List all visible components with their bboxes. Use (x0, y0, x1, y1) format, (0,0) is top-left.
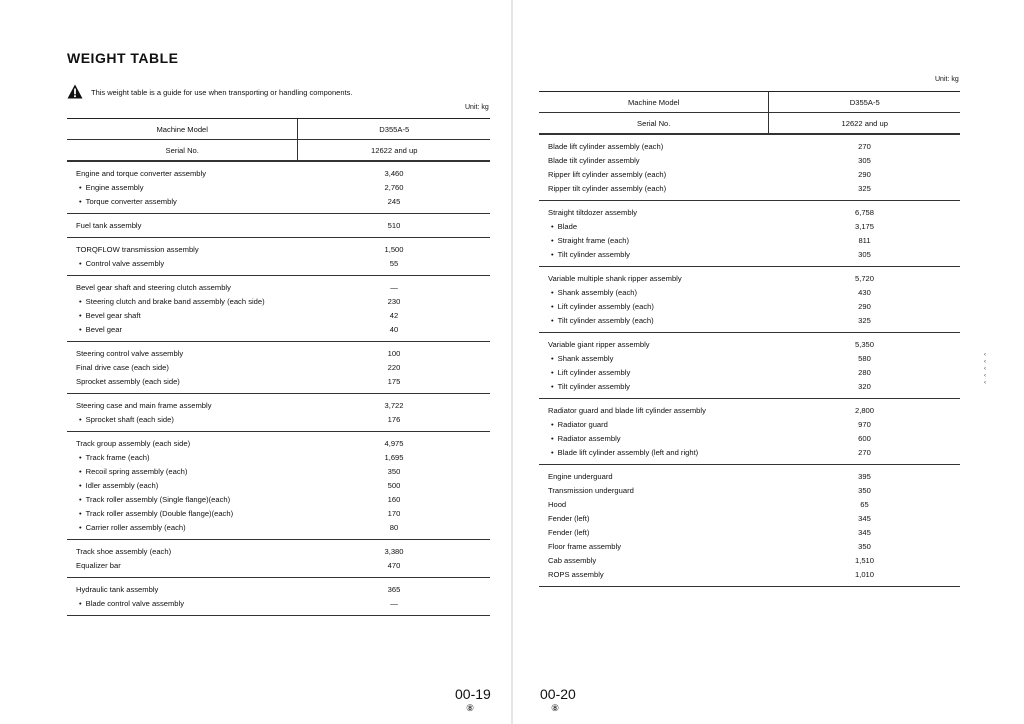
weight-value: 245 (387, 196, 401, 206)
table-row (539, 379, 960, 393)
weight-value: 3,380 (384, 546, 404, 556)
weight-value: 65 (860, 499, 869, 509)
table-row (67, 544, 490, 558)
table-row (539, 417, 960, 431)
table-row (67, 398, 490, 412)
weight-value: 6,758 (854, 207, 874, 217)
row-group (539, 201, 960, 267)
weight-value: — (390, 282, 398, 292)
weight-value: 42 (389, 310, 399, 320)
component-name: Final drive case (each side) (76, 362, 169, 372)
component-name: Steering control valve assembly (76, 348, 184, 358)
table-row (67, 218, 490, 232)
component-name: • Recoil spring assembly (each) (67, 467, 298, 476)
table-row (67, 294, 490, 308)
table-row (67, 346, 490, 360)
table-row (539, 445, 960, 459)
table-row (67, 520, 490, 534)
weight-value: 160 (387, 494, 401, 504)
table-row (539, 553, 960, 567)
component-name: • Blade control valve assembly (67, 599, 298, 608)
warning-text: This weight table is a guide for use when transporting or handling components. (91, 88, 353, 97)
component-name: • Blade (539, 222, 769, 231)
weight-value: 230 (387, 296, 401, 306)
component-name: Bevel gear shaft and steering clutch assembly (76, 282, 231, 292)
table-row (67, 374, 490, 388)
component-name: Fuel tank assembly (76, 220, 142, 230)
table-row (539, 497, 960, 511)
weight-value: 280 (858, 367, 871, 377)
row-group (67, 432, 490, 540)
component-name: TORQFLOW transmission assembly (76, 244, 199, 254)
table-row (67, 464, 490, 478)
weight-value: 510 (387, 220, 401, 230)
row-group (539, 465, 960, 587)
table-row (67, 582, 490, 596)
weight-value: 2,760 (384, 182, 404, 192)
component-name: Straight tiltdozer assembly (548, 207, 638, 217)
component-name: Engine and torque converter assembly (76, 168, 207, 178)
weight-value: 320 (858, 381, 871, 391)
weight-value: 290 (858, 301, 871, 311)
table-row (539, 153, 960, 167)
weight-table-left (67, 118, 490, 616)
component-name: Variable multiple shank ripper assembly (548, 273, 682, 283)
table-header (67, 118, 490, 161)
row-group (67, 238, 490, 276)
weight-value: 80 (389, 522, 399, 532)
row-group (67, 540, 490, 578)
table-row (67, 308, 490, 322)
weight-value: 580 (858, 353, 871, 363)
component-name: Variable giant ripper assembly (548, 339, 650, 349)
table-row (67, 166, 490, 180)
component-name: • Lift cylinder assembly (539, 368, 769, 377)
weight-value: 395 (858, 471, 871, 481)
component-name: Equalizer bar (76, 560, 121, 570)
component-name: Fender (left) (548, 527, 590, 537)
table-row (539, 299, 960, 313)
table-row (539, 205, 960, 219)
component-name: Blade tilt cylinder assembly (548, 155, 640, 165)
unit-label: Unit: kg (935, 76, 959, 83)
component-name: • Shank assembly (539, 354, 769, 363)
table-row (67, 322, 490, 336)
weight-value: 350 (858, 485, 871, 495)
weight-value: 100 (387, 348, 401, 358)
weight-value: 170 (387, 508, 401, 518)
weight-value: 1,510 (854, 555, 874, 565)
weight-value: 345 (858, 527, 871, 537)
table-header (539, 91, 960, 134)
component-name: • Radiator assembly (539, 434, 769, 443)
table-row (539, 483, 960, 497)
weight-value: 350 (858, 541, 871, 551)
weight-value: 470 (387, 560, 401, 570)
component-name: • Radiator guard (539, 420, 769, 429)
weight-value: 365 (387, 584, 401, 594)
component-name: Ripper tilt cylinder assembly (each) (548, 183, 667, 193)
component-name: Ripper lift cylinder assembly (each) (548, 169, 667, 179)
component-name: • Engine assembly (67, 183, 298, 192)
weight-value: 1,500 (384, 244, 404, 254)
component-name: • Shank assembly (each) (539, 288, 769, 297)
table-row (67, 412, 490, 426)
row-group (67, 214, 490, 238)
row-group (67, 276, 490, 342)
weight-value: — (390, 598, 398, 608)
left-page (0, 0, 511, 724)
component-name: Floor frame assembly (548, 541, 622, 551)
component-name: • Idler assembly (each) (67, 481, 298, 490)
component-name: • Lift cylinder assembly (each) (539, 302, 769, 311)
warning-icon (67, 84, 83, 101)
table-row (67, 256, 490, 270)
weight-value: 350 (387, 466, 401, 476)
table-row (539, 539, 960, 553)
component-name: • Tilt cylinder assembly (each) (539, 316, 769, 325)
component-name: Track group assembly (each side) (76, 438, 191, 448)
table-row (539, 285, 960, 299)
component-name: • Control valve assembly (67, 259, 298, 268)
component-name: • Track frame (each) (67, 453, 298, 462)
weight-value: 270 (858, 447, 871, 457)
weight-value: 220 (387, 362, 401, 372)
weight-table-right (539, 91, 960, 587)
component-name: • Straight frame (each) (539, 236, 769, 245)
weight-value: 270 (858, 141, 871, 151)
row-group (539, 134, 960, 201)
weight-value: 5,720 (854, 273, 874, 283)
component-name: Cab assembly (548, 555, 597, 565)
table-row (539, 271, 960, 285)
table-row (539, 139, 960, 153)
row-group (67, 578, 490, 616)
machine-model-value: D355A-5 (379, 124, 410, 134)
table-row (67, 180, 490, 194)
revision-mark: ⑧ (551, 703, 560, 713)
serial-value: 12622 and up (841, 118, 888, 128)
page-number: 00-20 (540, 686, 576, 702)
weight-value: 811 (858, 235, 871, 245)
table-row (539, 247, 960, 261)
table-row (539, 351, 960, 365)
table-row (67, 280, 490, 294)
table-row (67, 596, 490, 610)
table-row (539, 233, 960, 247)
weight-value: 970 (858, 419, 871, 429)
component-name: Sprocket assembly (each side) (76, 376, 180, 386)
table-row (539, 337, 960, 351)
serial-label: Serial No. (539, 113, 769, 133)
weight-value: 55 (389, 258, 399, 268)
weight-value: 305 (858, 249, 871, 259)
weight-value: 430 (858, 287, 871, 297)
weight-value: 500 (387, 480, 401, 490)
row-group (539, 333, 960, 399)
table-row (67, 558, 490, 572)
component-name: Fender (left) (548, 513, 590, 523)
weight-value: 325 (858, 183, 871, 193)
table-row (67, 506, 490, 520)
serial-value: 12622 and up (371, 145, 418, 155)
machine-model-label: Machine Model (539, 92, 769, 112)
table-row (539, 167, 960, 181)
weight-value: 2,800 (854, 405, 874, 415)
component-name: Hydraulic tank assembly (76, 584, 159, 594)
component-name: Radiator guard and blade lift cylinder assembly (548, 405, 706, 415)
table-row (539, 431, 960, 445)
weight-value: 3,460 (384, 168, 404, 178)
table-row (539, 469, 960, 483)
weight-value: 5,350 (854, 339, 874, 349)
component-name: • Steering clutch and brake band assembly (each side) (67, 297, 298, 306)
weight-value: 40 (389, 324, 399, 334)
row-group (67, 342, 490, 394)
component-name: • Bevel gear shaft (67, 311, 298, 320)
component-name: • Sprocket shaft (each side) (67, 415, 298, 424)
unit-label: Unit: kg (465, 104, 489, 111)
weight-value: 345 (858, 513, 871, 523)
weight-value: 325 (858, 315, 871, 325)
weight-value: 290 (858, 169, 871, 179)
page-number: 00-19 (455, 686, 491, 702)
row-group (539, 399, 960, 465)
component-name: • Track roller assembly (Single flange)(each) (67, 495, 298, 504)
component-name: • Blade lift cylinder assembly (left and right) (539, 448, 769, 457)
component-name: Transmission underguard (548, 485, 634, 495)
weight-value: 3,175 (854, 221, 874, 231)
component-name: • Tilt cylinder assembly (539, 250, 769, 259)
table-row (67, 194, 490, 208)
table-body (539, 134, 960, 587)
table-row (539, 567, 960, 581)
component-name: • Carrier roller assembly (each) (67, 523, 298, 532)
row-group (539, 267, 960, 333)
table-row (539, 313, 960, 327)
row-group (67, 394, 490, 432)
weight-value: 175 (387, 376, 401, 386)
table-body (67, 161, 490, 616)
table-row (67, 360, 490, 374)
revision-mark: ⑧ (466, 703, 475, 713)
machine-model-value: D355A-5 (849, 97, 880, 107)
table-row (67, 436, 490, 450)
component-name: Blade lift cylinder assembly (each) (548, 141, 664, 151)
weight-value: 305 (858, 155, 871, 165)
serial-label: Serial No. (67, 140, 298, 160)
page-title: WEIGHT TABLE (67, 50, 179, 66)
component-name: • Tilt cylinder assembly (539, 382, 769, 391)
row-group (67, 161, 490, 214)
component-name: Engine underguard (548, 471, 613, 481)
table-row (539, 525, 960, 539)
table-row (67, 450, 490, 464)
right-page (513, 0, 1024, 724)
table-row (539, 365, 960, 379)
weight-value: 600 (858, 433, 871, 443)
weight-value: 4,975 (384, 438, 404, 448)
table-row (539, 403, 960, 417)
table-row (67, 242, 490, 256)
component-name: • Bevel gear (67, 325, 298, 334)
table-row (539, 219, 960, 233)
component-name: • Torque converter assembly (67, 197, 298, 206)
weight-value: 1,010 (854, 569, 874, 579)
table-row (539, 511, 960, 525)
component-name: • Track roller assembly (Double flange)(each) (67, 509, 298, 518)
table-row (67, 492, 490, 506)
component-name: Track shoe assembly (each) (76, 546, 172, 556)
component-name: ROPS assembly (548, 569, 604, 579)
table-row (67, 478, 490, 492)
weight-value: 3,722 (384, 400, 404, 410)
component-name: Hood (548, 499, 567, 509)
machine-model-label: Machine Model (67, 119, 298, 139)
warning-note (67, 84, 352, 101)
component-name: Steering case and main frame assembly (76, 400, 212, 410)
weight-value: 176 (387, 414, 401, 424)
page-edge-marks: ‹ ‹ ‹ ‹ ‹ (984, 352, 986, 386)
weight-value: 1,695 (384, 452, 404, 462)
table-row (539, 181, 960, 195)
